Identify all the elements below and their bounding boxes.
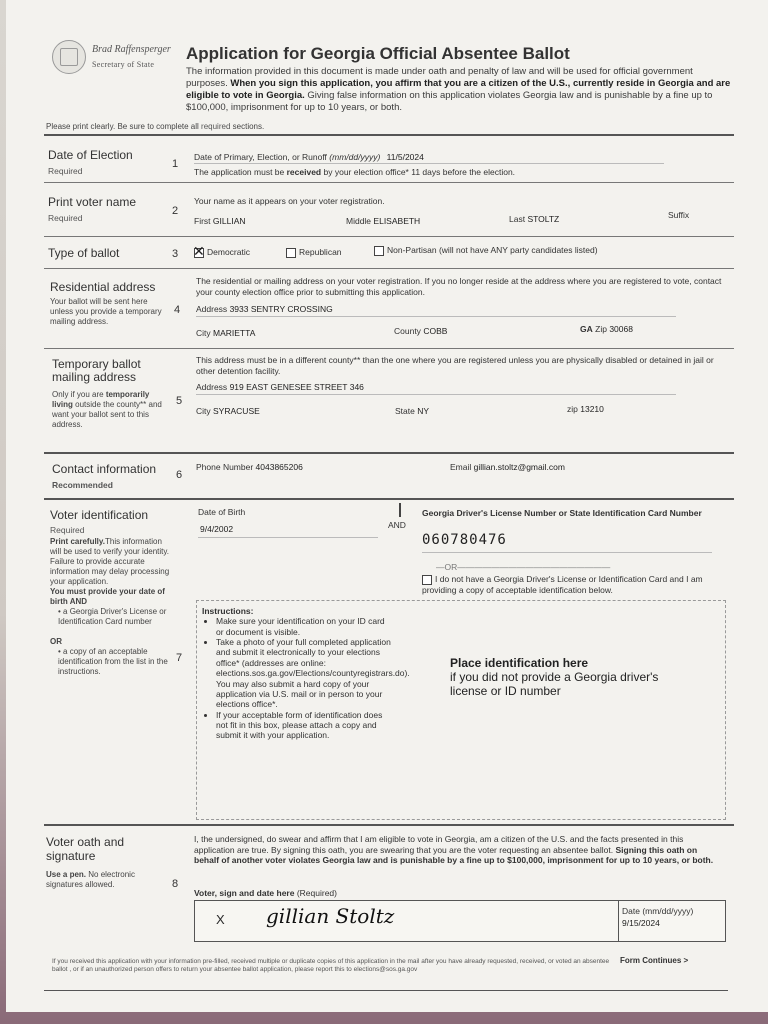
section-4-sub: Your ballot will be sent here unless you provide a temporary mailing address.	[50, 297, 162, 326]
election-date-value: 11/5/2024	[386, 152, 424, 162]
and-label: AND	[388, 520, 406, 530]
last-name-value: STOLTZ	[527, 214, 560, 224]
divider	[44, 182, 734, 183]
election-date-field[interactable]: Date of Primary, Election, or Runoff (mm/dd/yyyy) 11/5/2024	[194, 152, 424, 162]
residential-address-value: 3933 SENTRY CROSSING	[229, 304, 333, 314]
section-7-required: Required	[50, 525, 85, 535]
field-line	[198, 537, 378, 538]
separator	[618, 900, 619, 942]
secretary-title: Secretary of State	[92, 60, 155, 69]
ballot-republican-option[interactable]: Republican	[286, 247, 342, 258]
section-5-label: Temporary ballot mailing address	[52, 357, 141, 385]
divider	[44, 348, 734, 349]
suffix-field[interactable]: Suffix	[668, 210, 690, 220]
divider	[44, 236, 734, 237]
residential-county-value: COBB	[423, 326, 448, 336]
divider	[44, 134, 734, 136]
residential-city-value: MARIETTA	[213, 328, 256, 338]
application-form	[6, 0, 768, 1012]
print-clearly-note: Please print clearly. Be sure to complete all required sections.	[46, 122, 265, 131]
section-5-sub: Only if you are temporarily living outside the county** and want your ballot sent to this address.	[52, 390, 162, 429]
sign-date-field[interactable]	[622, 918, 660, 929]
residential-address-field[interactable]: Address 3933 SENTRY CROSSING	[196, 304, 333, 314]
email-value: gillian.stoltz@gmail.com	[473, 462, 565, 472]
divider	[44, 268, 734, 269]
section-6-recommended: Recommended	[52, 480, 113, 490]
phone-field[interactable]: Phone Number 4043865206	[196, 462, 303, 472]
section-2-required: Required	[48, 213, 83, 223]
temporary-state-value: NY	[417, 406, 430, 416]
section-3-number: 3	[172, 248, 179, 260]
separator	[399, 503, 401, 517]
residential-county-field[interactable]: County COBB	[394, 326, 448, 336]
form-title: Application for Georgia Official Absentee Ballot	[186, 44, 570, 63]
democratic-checkbox[interactable]	[194, 248, 204, 258]
phone-value: 4043865206	[255, 462, 303, 472]
dob-label: Date of Birth	[198, 507, 246, 517]
sign-label: Voter, sign and date here (Required)	[194, 888, 337, 898]
sign-date-value: 9/15/2024	[622, 918, 660, 928]
section-2-number: 2	[172, 205, 179, 217]
middle-name-value: ELISABETH	[373, 216, 421, 226]
first-name-field[interactable]: First GILLIAN	[194, 216, 246, 226]
intro-text: The information provided in this document is made under oath and penalty of law and will be used for official government purposes. When you sign this application, you affirm that you are a citizen of the U.S., currently reside in Georgia and are eligible to vote in Georgia. Giving false information on this application violates Georgia law and is punishable by a fine up to $100,000, imprisonment for up to 10 years, or both.	[186, 66, 731, 113]
residential-hint: The residential or mailing address on your voter registration. If you no longer reside at the address where you are registered to vote, contact your county election office prior to submitting this application.	[196, 276, 722, 297]
temporary-city-field[interactable]: City SYRACUSE	[196, 406, 260, 416]
residential-city-field[interactable]: City MARIETTA	[196, 328, 256, 338]
dob-value: 9/4/2002	[200, 524, 234, 534]
section-3-label: Type of ballot	[48, 246, 120, 260]
field-line	[422, 552, 712, 553]
republican-checkbox[interactable]	[286, 248, 296, 258]
section-1-note: The application must be received by your election office* 11 days before the election.	[194, 167, 516, 177]
voter-name-hint: Your name as it appears on your voter registration.	[194, 196, 385, 206]
no-dl-checkbox[interactable]	[422, 575, 432, 585]
first-name-value: GILLIAN	[212, 216, 246, 226]
divider	[44, 990, 728, 991]
field-line	[194, 163, 664, 164]
instruction-item: • Make sure your identification on your ID card or document is visible.	[216, 616, 392, 637]
section-6-label: Contact information	[52, 462, 157, 476]
residential-zip-value: 30068	[609, 324, 633, 334]
temporary-hint: This address must be in a different county** than the one where you are registered unless you are physically disabled or detained in jail or other detention facility.	[196, 355, 714, 376]
footer-note: If you received this application with your information pre-filled, received multiple or duplicate copies of this application in the mail after you have already requested, received, or voted an absentee ballot , or if an unauthorized person offers to return your absentee ballot application, please report this to elections@sos.ga.gov	[52, 958, 610, 974]
secretary-name: Brad Raffensperger	[92, 44, 171, 55]
section-7-guidance: Print carefully.This information will be used to verify your identity. Failure to provide accurate information may delay processing your application. You must provide your date of birth AND • a Georgia Driver's License or Identification Card number OR • a copy of an acceptable identification from the list in the instructions.	[50, 537, 170, 676]
section-5-number: 5	[176, 395, 183, 407]
instruction-item: • If your acceptable form of identification does not fit in this box, please attach a copy and submit it with your application.	[216, 710, 392, 741]
middle-name-field[interactable]: Middle ELISABETH	[346, 216, 421, 226]
section-4-label: Residential address	[50, 280, 156, 294]
section-1-number: 1	[172, 158, 179, 170]
last-name-field[interactable]: Last STOLTZ	[509, 214, 560, 224]
residential-zip-field[interactable]: GA Zip 30068	[580, 324, 633, 334]
dl-label: Georgia Driver's License Number or State Identification Card Number	[422, 508, 702, 518]
temporary-zip-value: 13210	[580, 404, 604, 414]
instruction-item: • Take a photo of your full completed application and submit it electronically to your elections office* (addresses are online: elections.sos.ga.gov/Elections/countyregistrars.do). You may also submit a hard copy of your application via U.S. mail or in person to your elections office*.	[216, 637, 392, 710]
dob-field[interactable]	[200, 524, 233, 535]
instructions: Instructions: • Make sure your identification on your ID card or document is visible. • Take a photo of your full completed application and submit it electronically to your elections office* (addresses are online: elections.sos.ga.gov/Elections/countyregistrars.do). You may also submit a hard copy of your application via U.S. mail or in person to your elections office*. • If your acceptable form of identification does not fit in this box, please attach a copy and submit it with your application.	[202, 606, 392, 741]
or-label: —OR——————————————————	[436, 562, 611, 572]
section-2-label: Print voter name	[48, 195, 137, 209]
no-dl-option[interactable]: I do not have a Georgia Driver's License or Identification Card and I am providing a copy of acceptable identification below.	[422, 574, 703, 595]
georgia-seal-icon	[52, 40, 86, 74]
form-continues: Form Continues >	[620, 956, 689, 965]
divider	[44, 452, 734, 454]
divider	[44, 498, 734, 500]
field-line	[196, 316, 676, 317]
temporary-city-value: SYRACUSE	[213, 406, 260, 416]
x-mark: X	[216, 912, 225, 927]
ballot-democratic-option[interactable]: ✕ Democratic	[194, 247, 250, 258]
temporary-address-field[interactable]: Address 919 EAST GENESEE STREET 346	[196, 382, 364, 392]
section-6-number: 6	[176, 469, 183, 481]
dl-field[interactable]	[422, 532, 507, 548]
field-line	[196, 394, 676, 395]
oath-text: I, the undersigned, do swear and affirm that I am eligible to vote in Georgia, am a citizen of the U.S. and the facts presented in this application are true. By signing this oath, you are swearing that you are the voter requesting an absentee ballot. Signing this oath on behalf of another voter violates Georgia law and is punishable by a fine up to $100,000, imprisonment for up to 10 years, or both.	[194, 834, 714, 866]
dl-value: 060780476	[422, 532, 507, 548]
section-1-label: Date of Election	[48, 148, 133, 162]
section-7-number: 7	[176, 652, 183, 664]
section-8-label: Voter oath and signature	[46, 835, 125, 863]
divider	[44, 824, 734, 826]
sign-date-label: Date (mm/dd/yyyy)	[622, 906, 694, 916]
temporary-state-field[interactable]: State NY	[395, 406, 430, 416]
temporary-address-value: 919 EAST GENESEE STREET 346	[229, 382, 364, 392]
nonpartisan-checkbox[interactable]	[374, 246, 384, 256]
section-7-label: Voter identification	[50, 508, 149, 522]
email-field[interactable]: Email gillian.stoltz@gmail.com	[450, 462, 565, 472]
section-4-number: 4	[174, 304, 181, 316]
place-id-text: Place identification here if you did not provide a Georgia driver's license or ID number	[450, 656, 659, 698]
temporary-zip-field[interactable]: zip 13210	[567, 404, 604, 414]
section-8-number: 8	[172, 878, 179, 890]
voter-signature: gillian Stoltz	[266, 904, 395, 928]
ballot-nonpartisan-option[interactable]: Non-Partisan (will not have ANY party candidates listed)	[374, 245, 598, 256]
section-1-required: Required	[48, 166, 83, 176]
section-8-sub: Use a pen. No electronic signatures allowed.	[46, 870, 135, 889]
